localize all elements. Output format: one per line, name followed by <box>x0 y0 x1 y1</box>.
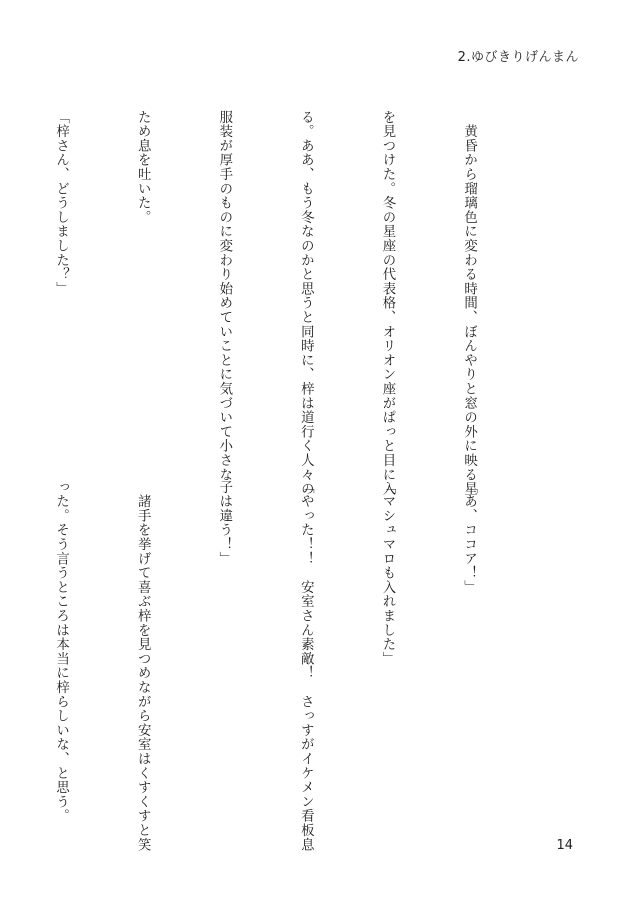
text-line: 黄昏から瑠璃色に変わる時間、ぼんやりと窓の外に映る星 <box>461 110 477 497</box>
text-line: 子は違う！」 <box>216 480 232 566</box>
text-line: を見つけた。冬の星座の代表格、オリオン座がぱっと目に入 <box>379 110 395 497</box>
text-line: 服装が厚手のものに変わり始めていことに気づいて小さな <box>216 110 232 482</box>
text-block-bottom <box>0 480 537 852</box>
text-line: る。ああ、もう冬なのかと思うと同時に、梓は道行く人々の <box>298 110 314 497</box>
text-line: 「やった！！ 安室さん素敵！ さっすがイケメン看板息 <box>298 480 314 852</box>
text-line: った。そう言うところは本当に梓らしいな、と思う。 <box>53 480 69 824</box>
text-line: 「梓さん、どうしました？」 <box>53 110 69 296</box>
page-number: 14 <box>556 838 573 853</box>
text-line: 諸手を挙げて喜ぶ梓を見つめながら安室はくすくすと笑 <box>135 480 151 852</box>
text-line: 「あ、ココア！」 <box>461 480 477 595</box>
text-block-top <box>0 110 537 497</box>
text-line: 「マシュマロも入れました」 <box>379 480 395 666</box>
running-head: 2.ゆびきりげんまん <box>457 50 579 65</box>
text-line: ため息を吐いた。 <box>135 110 151 225</box>
